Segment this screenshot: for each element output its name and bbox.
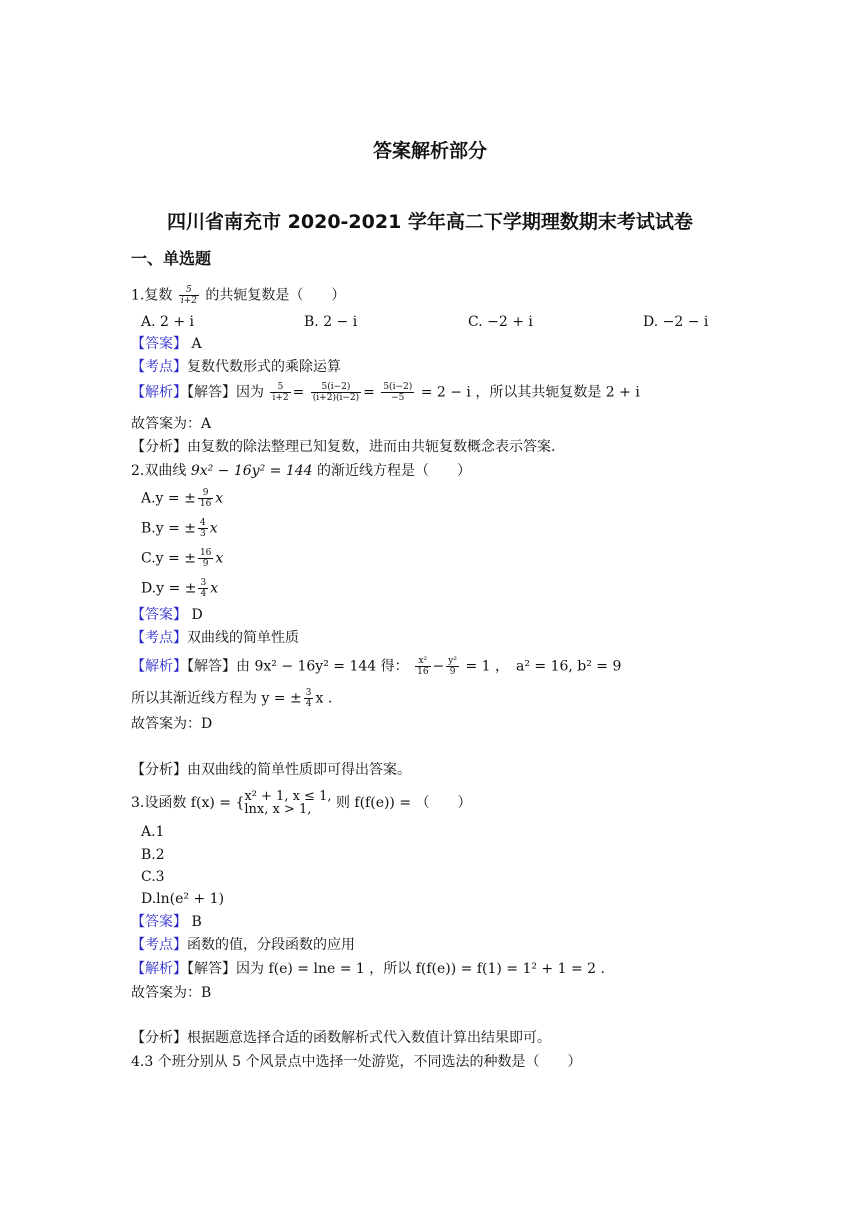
- q2-option-d: D.y = ± $\frac{3}{4}$ x: [141, 578, 219, 599]
- q3-analysis: 【分析】根据题意选择合适的函数解析式代入数值计算出结果即可。: [131, 1030, 551, 1046]
- q1-knowledge-point: 【考点】复数代数形式的乘除运算: [131, 359, 341, 375]
- page-title: 答案解析部分: [372, 140, 487, 162]
- q3-stem: 3.设函数 f(x) = { x² + 1, x ≤ 1, lnx, x > 1, 则 f(f(e)) = （ ）: [131, 789, 472, 817]
- q2-option-c: C.y = ± $\frac{16}{9}$ x: [141, 548, 224, 569]
- q1-option-d: D. −2 − i: [643, 314, 709, 330]
- q1-conclusion: 故答案为：A: [131, 416, 212, 432]
- q3-answer: 【答案】 B: [131, 914, 202, 930]
- q2-option-a: A.y = ± $\frac{9}{16}$ x: [141, 488, 224, 509]
- q2-solution-line2: 所以其渐近线方程为 y = ± $\frac{3}{4}$ x .: [131, 688, 333, 709]
- q2-answer: 【答案】 D: [131, 607, 203, 623]
- q1-solution: 【解析】【解答】因为 $\frac{5}{i+2}$ = $\frac{5(i-2)}{(i+2)(i-2)}$ = $\frac{5(i-2)}{-5}$ = 2 − i ，所以其共轭复数是 2 + i: [131, 382, 640, 403]
- q2-conclusion: 故答案为：D: [131, 716, 213, 732]
- q1-answer: 【答案】 A: [131, 336, 202, 352]
- q3-knowledge-point: 【考点】函数的值，分段函数的应用: [131, 937, 355, 953]
- q2-solution: 【解析】【解答】由 9x² − 16y² = 144 得： $\frac{\text{x²}}{16}$ − $\frac{\text{y²}}{9}$ = 1 ， a² = 16, b² = 9: [131, 656, 622, 677]
- q3-option-d: D.ln(e² + 1): [141, 891, 225, 907]
- q3-solution: 【解析】【解答】因为 f(e) = lne = 1 ，所以 f(f(e)) = f(1) = 1² + 1 = 2 .: [131, 961, 605, 977]
- q2-knowledge-point: 【考点】双曲线的简单性质: [131, 630, 299, 646]
- q4-stem: 4.3 个班分别从 5 个风景点中选择一处游览，不同选法的种数是（ ）: [131, 1054, 582, 1070]
- q1-option-c: C. −2 + i: [468, 314, 533, 330]
- q3-option-b: B.2: [141, 847, 165, 863]
- q3-conclusion: 故答案为：B: [131, 985, 212, 1001]
- paper-title: 四川省南充市 2020-2021 学年高二下学期理数期末考试试卷: [167, 211, 693, 233]
- q1-analysis: 【分析】由复数的除法整理已知复数，进而由共轭复数概念表示答案.: [131, 439, 556, 455]
- q1-option-b: B. 2 − i: [304, 314, 358, 330]
- q3-option-a: A.1: [141, 824, 165, 840]
- q1-stem: 1.复数 $\frac{5}{i+2}$ 的共轭复数是（ ）: [131, 285, 346, 306]
- q2-option-b: B.y = ± $\frac{4}{3}$ x: [141, 518, 218, 539]
- q3-option-c: C.3: [141, 869, 165, 885]
- q2-analysis: 【分析】由双曲线的简单性质即可得出答案。: [131, 762, 411, 778]
- section-heading: 一、单选题: [131, 249, 212, 268]
- q3-piecewise: x² + 1, x ≤ 1, lnx, x > 1,: [244, 789, 332, 817]
- q1-option-a: A. 2 + i: [141, 314, 195, 330]
- q2-stem: 2.双曲线 9x² − 16y² = 144 的渐近线方程是（ ）: [131, 463, 471, 479]
- q1-fraction: $\frac{5}{i+2}$: [180, 285, 197, 306]
